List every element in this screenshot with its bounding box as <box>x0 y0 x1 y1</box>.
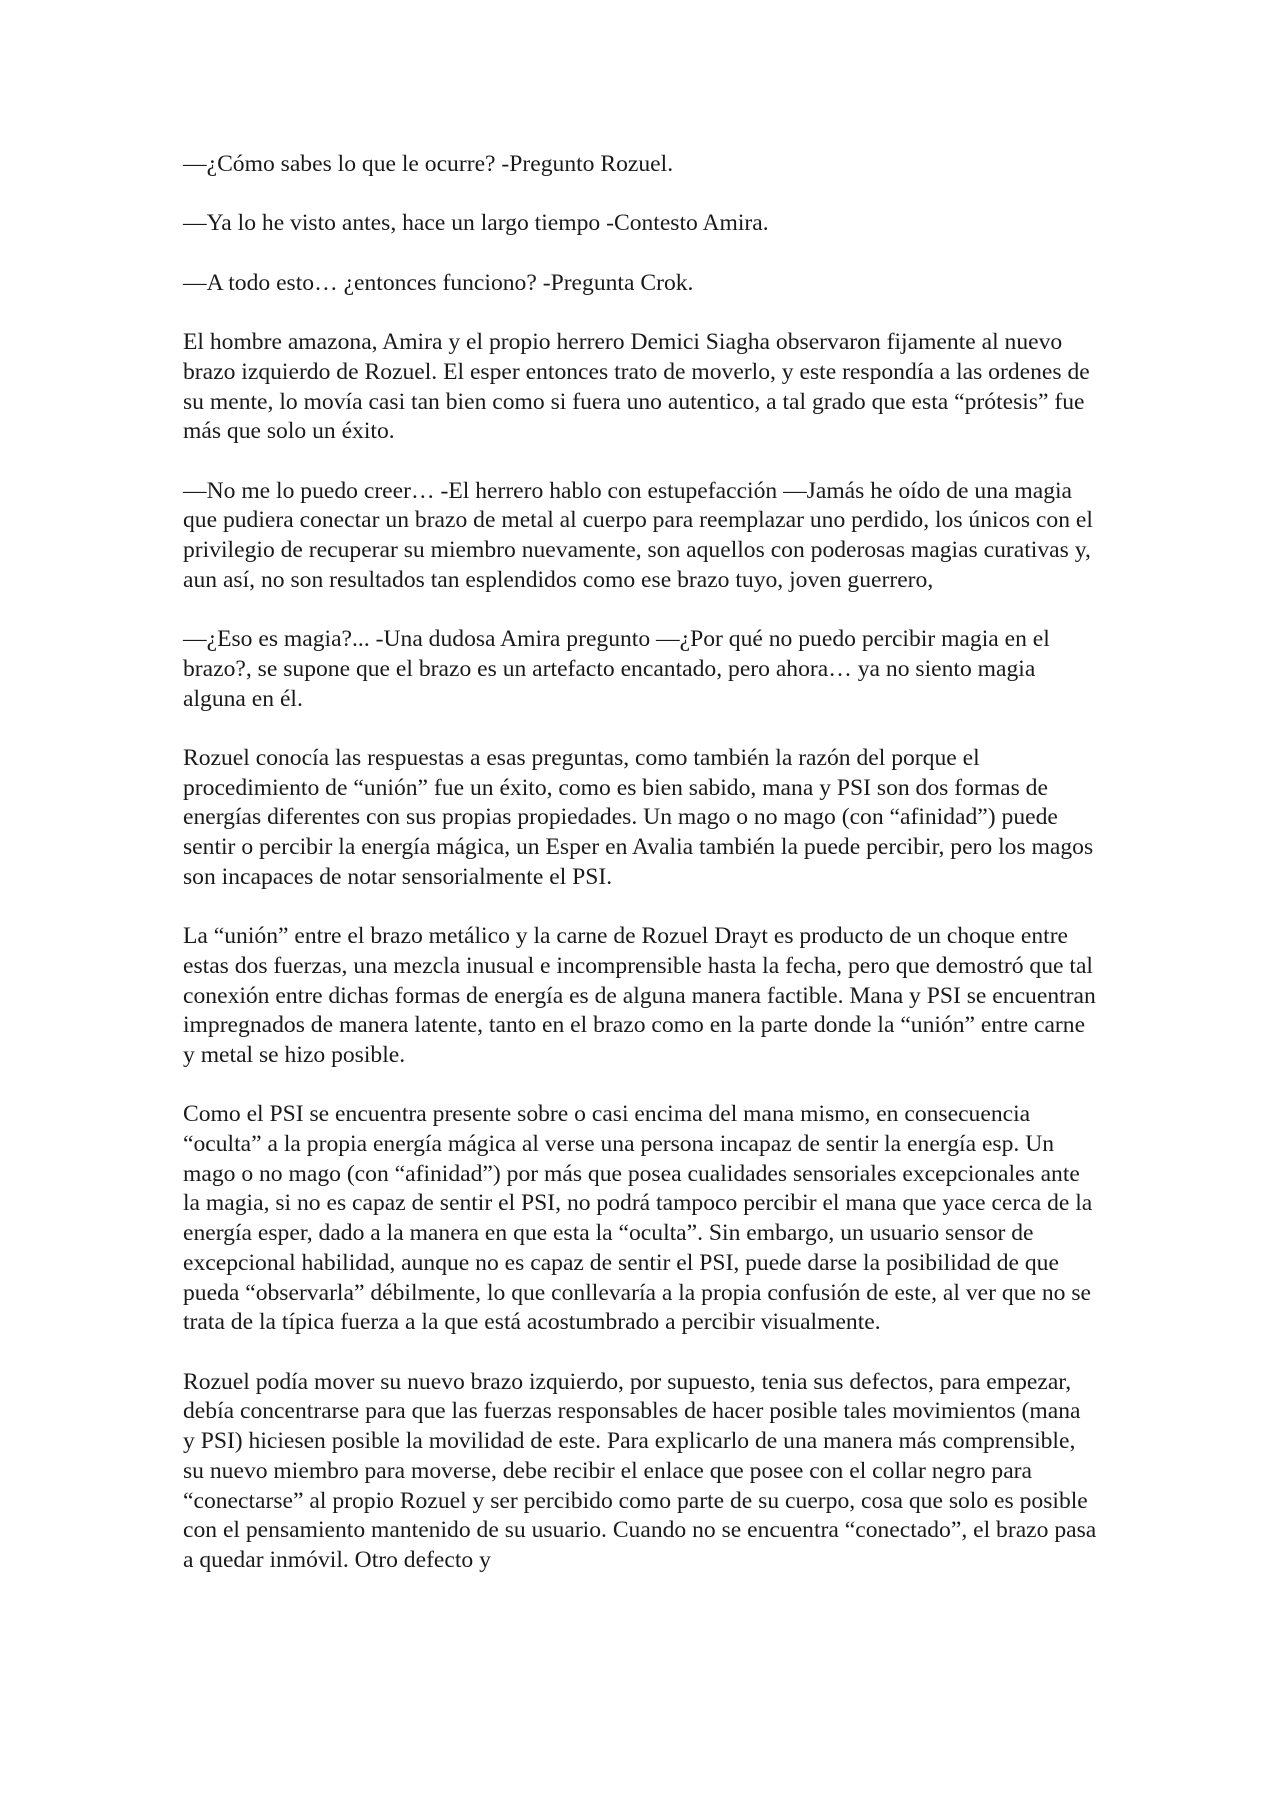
narrative-paragraph: La “unión” entre el brazo metálico y la carne de Rozuel Drayt es producto de un choque entre estas dos fuerzas, una mezcla inusual e incomprensible hasta la fecha, pero que demostró que tal conexión entre dichas formas de energía es de alguna manera factible. Mana y PSI se encuentran impregnados de manera latente, tanto en el brazo como en la parte donde la “unión” entre carne y metal se hizo posible. <box>183 923 1096 1068</box>
dialogue-paragraph: —No me lo puedo creer… -El herrero hablo con estupefacción —Jamás he oído de una magia que pudiera conectar un brazo de metal al cuerpo para reemplazar uno perdido, los únicos con el privilegio de recuperar su miembro nuevamente, son aquellos con poderosas magias curativas y, aun así, no son resultados tan esplendidos como ese brazo tuyo, joven guerrero, <box>183 477 1093 593</box>
dialogue-paragraph: —¿Eso es magia?... -Una dudosa Amira pregunto —¿Por qué no puedo percibir magia en el brazo?, se supone que el brazo es un artefacto encantado, pero ahora… ya no siento magia alguna en él. <box>183 626 1050 712</box>
dialogue-paragraph: —Ya lo he visto antes, hace un largo tiempo -Contesto Amira. <box>183 210 769 237</box>
dialogue-paragraph: —A todo esto… ¿entonces funciono? -Pregunta Crok. <box>183 269 694 296</box>
document-body <box>183 150 1098 1605</box>
narrative-paragraph: El hombre amazona, Amira y el propio herrero Demici Siagha observaron fijamente al nuevo brazo izquierdo de Rozuel. El esper entonces trato de moverlo, y este respondía a las ordenes de su mente, lo movía casi tan bien como si fuera uno autentico, a tal grado que esta “prótesis” fue más que solo un éxito. <box>183 329 1090 445</box>
dialogue-paragraph: —¿Cómo sabes lo que le ocurre? -Pregunto Rozuel. <box>183 151 674 177</box>
narrative-paragraph: Rozuel conocía las respuestas a esas preguntas, como también la razón del porque el procedimiento de “unión” fue un éxito, como es bien sabido, mana y PSI son dos formas de energías diferentes con sus propias propiedades. Un mago o no mago (con “afinidad”) puede sentir o percibir la energía mágica, un Esper en Avalia también la puede percibir, pero los magos son incapaces de notar sensorialmente el PSI. <box>183 744 1094 890</box>
narrative-paragraph: Rozuel podía mover su nuevo brazo izquierdo, por supuesto, tenia sus defectos, para empezar, debía concentrarse para que las fuerzas responsables de hacer posible tales movimientos (mana y PSI) hiciesen posible la movilidad de este. Para explicarlo de una manera más comprensible, su nuevo miembro para moverse, debe recibir el enlace que posee con el collar negro para “conectarse” al propio Rozuel y ser percibido como parte de su cuerpo, cosa que solo es posible con el pensamiento mantenido de su usuario. Cuando no se encuentra “conectado”, el brazo pasa a quedar inmóvil. Otro defecto y <box>183 1368 1097 1573</box>
narrative-paragraph: Como el PSI se encuentra presente sobre o casi encima del mana mismo, en consecuencia “oculta” a la propia energía mágica al verse una persona incapaz de sentir la energía esp. Un mago o no mago (con “afinidad”) por más que posea cualidades sensoriales excepcionales ante la magia, si no es capaz de sentir el PSI, no podrá tampoco percibir el mana que yace cerca de la energía esper, dado a la manera en que esta la “oculta”. Sin embargo, un usuario sensor de excepcional habilidad, aunque no es capaz de sentir el PSI, puede darse la posibilidad de que pueda “observarla” débilmente, lo que conllevaría a la propia confusión de este, al ver que no se trata de la típica fuerza a la que está acostumbrado a percibir visualmente. <box>183 1101 1093 1336</box>
